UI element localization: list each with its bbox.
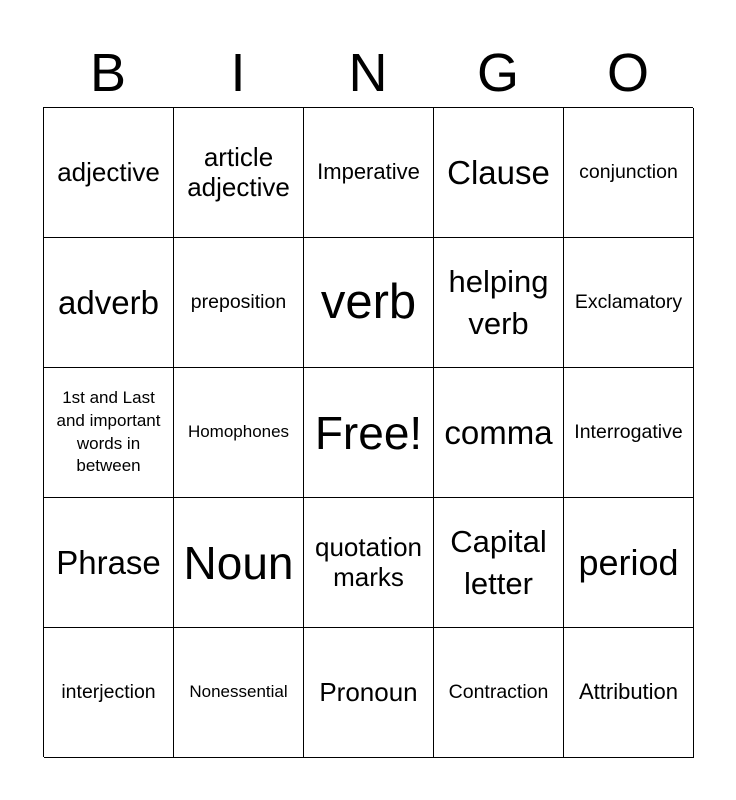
bingo-cell[interactable] xyxy=(44,238,174,368)
cell-text: article adjective xyxy=(187,141,290,202)
bingo-cell[interactable] xyxy=(174,238,304,368)
cell-text: Attribution xyxy=(578,679,679,705)
cell-text: quotation marks xyxy=(315,531,422,592)
bingo-cell[interactable] xyxy=(564,368,694,498)
cell-text: Clause xyxy=(447,153,550,191)
header-letter-g: G xyxy=(476,43,519,103)
bingo-cell[interactable] xyxy=(434,108,564,238)
bingo-cell[interactable] xyxy=(434,238,564,368)
header-letter-i: I xyxy=(230,43,246,103)
cell-text: helping verb xyxy=(448,263,549,341)
cell-text: conjunction xyxy=(579,161,678,184)
bingo-cell[interactable] xyxy=(304,108,434,238)
cell-text: adjective xyxy=(57,156,160,187)
bingo-cell[interactable] xyxy=(174,108,304,238)
cell-text: period xyxy=(578,541,679,583)
cell-text: Interrogative xyxy=(574,421,683,444)
cell-text: Exclamatory xyxy=(574,291,683,314)
cell-text: Noun xyxy=(183,536,294,589)
bingo-cell[interactable] xyxy=(434,628,564,758)
header-letter-b: B xyxy=(89,43,127,103)
cell-text: 1st and Last and important words in between xyxy=(56,387,161,476)
bingo-cell[interactable] xyxy=(44,498,174,628)
bingo-board xyxy=(43,107,693,757)
cell-text: Pronoun xyxy=(319,676,418,707)
bingo-cell[interactable] xyxy=(174,498,304,628)
bingo-cell[interactable] xyxy=(434,498,564,628)
bingo-cell[interactable] xyxy=(44,108,174,238)
bingo-cell[interactable] xyxy=(564,628,694,758)
free-space xyxy=(304,368,434,498)
cell-text: interjection xyxy=(61,681,156,704)
bingo-header xyxy=(43,40,693,106)
bingo-cell[interactable] xyxy=(304,498,434,628)
bingo-cell[interactable] xyxy=(304,238,434,368)
cell-text: Contraction xyxy=(448,681,549,704)
cell-text: adverb xyxy=(58,283,159,321)
bingo-cell[interactable] xyxy=(564,498,694,628)
cell-text: Homophones xyxy=(187,422,290,442)
bingo-cell[interactable] xyxy=(564,108,694,238)
cell-text: Imperative xyxy=(317,159,420,185)
bingo-cell[interactable] xyxy=(44,368,174,498)
header-letter-o: O xyxy=(606,43,649,103)
cell-text: comma xyxy=(444,413,553,451)
bingo-cell[interactable] xyxy=(44,628,174,758)
bingo-cell[interactable] xyxy=(304,628,434,758)
bingo-cell[interactable] xyxy=(434,368,564,498)
bingo-cell[interactable] xyxy=(174,368,304,498)
cell-text: verb xyxy=(320,275,417,329)
cell-text: preposition xyxy=(190,291,287,314)
cell-text: Nonessential xyxy=(189,682,288,702)
cell-text: Capital letter xyxy=(450,523,547,601)
cell-text: Phrase xyxy=(56,543,161,581)
header-letter-n: N xyxy=(348,43,388,103)
bingo-cell[interactable] xyxy=(174,628,304,758)
cell-text: Free! xyxy=(314,406,423,459)
bingo-cell[interactable] xyxy=(564,238,694,368)
